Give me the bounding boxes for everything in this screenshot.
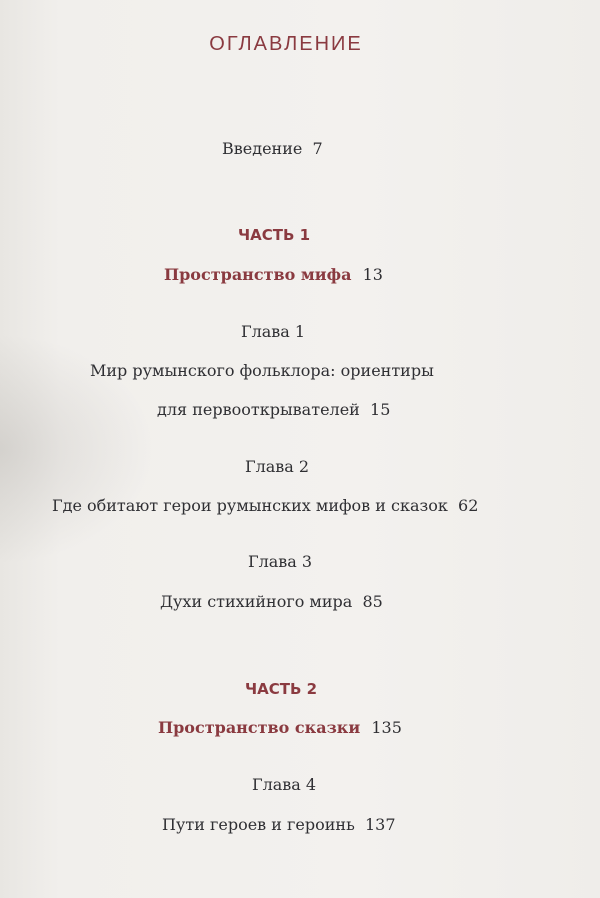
entry-title: Введение — [222, 139, 303, 158]
entry-page-number: 85 — [362, 592, 383, 611]
chapter-title: Пути героев и героинь — [162, 815, 355, 834]
entry-page-number: 62 — [458, 496, 479, 515]
chapter-label: Глава 2 — [245, 457, 310, 476]
entry-page-number: 7 — [312, 139, 323, 158]
toc-entry-chapter-1 — [0, 400, 600, 419]
chapter-label: Глава 4 — [252, 775, 317, 794]
entry-page-number: 137 — [364, 815, 396, 834]
chapter-title: Духи стихийного мира — [160, 592, 353, 611]
entry-page-number: 13 — [362, 265, 383, 284]
chapter-title-line: Мир румынского фольклора: ориентиры — [90, 361, 434, 380]
part-label: ЧАСТЬ 1 — [238, 226, 311, 244]
part-title: Пространство сказки — [158, 718, 361, 737]
chapter-title-line: для первооткрывателей — [157, 400, 360, 419]
toc-entry-part-2 — [0, 718, 600, 737]
toc-entry-chapter-3 — [0, 592, 600, 611]
chapter-label: Глава 3 — [248, 552, 313, 571]
toc-entry-chapter-2 — [0, 496, 600, 515]
part-label: ЧАСТЬ 2 — [245, 680, 318, 698]
toc-entry-part-1 — [0, 265, 600, 284]
toc-entry-introduction — [0, 139, 600, 158]
entry-page-number: 135 — [371, 718, 402, 737]
toc-entry-chapter-4 — [0, 815, 600, 834]
toc-title: ОГЛАВЛЕНИЕ — [209, 33, 363, 55]
part-title: Пространство мифа — [164, 265, 352, 284]
chapter-label: Глава 1 — [241, 322, 306, 341]
chapter-title: Где обитают герои румынских мифов и сказок — [52, 496, 448, 515]
entry-page-number: 15 — [370, 400, 391, 419]
